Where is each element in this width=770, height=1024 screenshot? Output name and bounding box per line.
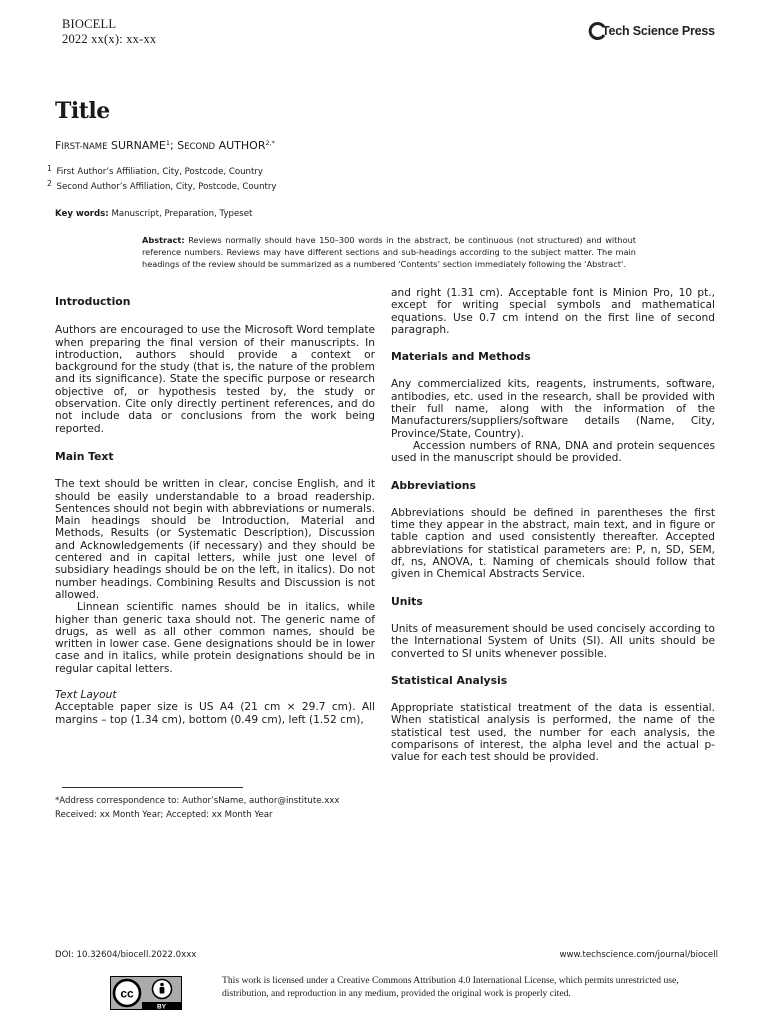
left-column [55,296,375,726]
footnote-rule [62,787,243,788]
section-heading-units: Units [391,594,423,608]
author2-affiliation-mark: 2,* [265,139,275,147]
methods-paragraph-1: Any commercialized kits, reagents, instruments, software, antibodies, etc. used in the research, shall be provided with their full name, along with the information of the Manufacturers/suppliers/software details (Name, City, Province/State, Country). [391,378,715,440]
license-statement: This work is licensed under a Creative Commons Attribution 4.0 International License, which permits unrestricted use, distribution, and reproduction in any medium, provided the original work is properly cited. [222,975,679,999]
cc-by-label: BY [156,1003,167,1010]
journal-header [62,17,156,47]
keywords [55,209,252,219]
text-layout-continued: and right (1.31 cm). Acceptable font is Minion Pro, 10 pt., except for writing special symbols and mathematical equations. Use 0.7 cm intend on the first line of second paragraph. [391,287,715,336]
section-heading-materials-methods: Materials and Methods [391,350,531,364]
received-dates: Received: xx Month Year; Accepted: xx Month Year [55,810,273,820]
units-paragraph: Units of measurement should be used concisely according to the International System of Units (SI). All units should be converted to SI units whenever possible. [391,622,715,660]
svg-text:cc: cc [120,986,134,1001]
main-text-paragraph-1: The text should be written in clear, concise English, and it should be easily understandable to a broad readership. Sentences should not begin with abbreviations or numerals. Main headings should be Introduction, Material and Methods, Results (or Systematic Description), Discussion and Acknowledgements (if necessary) and they should be centered and in capital letters, while just one level of subsidiary headings should be on the left, in italics). Do not number headings. Combining Results and Discussion is not allowed. [55,478,375,601]
author1-surname: SURNAME [111,139,166,152]
author-separator: ; [170,139,178,152]
abstract-label: Abstract: [142,235,185,245]
abbreviations-paragraph: Abbreviations should be defined in parentheses the first time they appear in the abstract, main text, and in figure or table caption and used consistently thereafter. Accepted abbreviations for statistical parameters are: P, n, SD, SEM, df, ns, ANOVA, t. Naming of chemicals should follow that given in Chemical Abstracts Service. [391,506,715,581]
affiliation-1 [47,164,263,177]
journal-volume: 2022 xx(x): xx-xx [62,32,157,46]
author2-surname: AUTHOR [218,139,266,152]
section-heading-statistical-analysis: Statistical Analysis [391,673,508,687]
methods-paragraph-2: Accession numbers of RNA, DNA and protein sequences used in the manuscript should be provided. [391,439,715,465]
abstract [142,234,636,270]
statistical-analysis-paragraph: Appropriate statistical treatment of the data is essential. When statistical analysis is performed, the name of the statistical test used, the number for each analysis, the comparisons of interest, the alpha level and the actual p-value for each test should be provided. [391,702,715,764]
publisher-logo [588,22,715,40]
affiliation-text: Second Author’s Affiliation, City, Postcode, Country [56,182,277,192]
journal-url[interactable]: www.techscience.com/journal/biocell [559,950,718,960]
main-text-paragraph-2: Linnean scientific names should be in italics, while higher than generic taxa should not. The generic name of drugs, as well as all other common names, should be written in lower case. Gene designations should be in lower case and in italics, while protein designations should be in regular capital letters. [55,601,375,675]
author1-first-initial: F [55,139,62,152]
doi[interactable]: DOI: 10.32604/biocell.2022.0xxx [55,950,197,960]
abstract-text: Reviews normally should have 150–300 words in the abstract, be continuous (not structured) and without reference numbers. Reviews may have different sections and sub-headings according to the subject matter. The main headings of the review should be summarized as a numbered ‘Contents’ section immediately following the ‘Abstract’. [142,235,636,269]
author-line [55,139,275,152]
affiliation-2 [47,179,277,192]
introduction-text: Authors are encouraged to use the Microsoft Word template when preparing the final version of their manuscripts. In introduction, authors should provide a context or background for the study (that is, the nature of the problem and its significance). State the specific purpose or research objective of, or hypothesis tested by, the study or observation. Cite only directly pertinent references, and do not include data or conclusions from the work being reported. [55,324,375,435]
author1-affiliation-mark: 1 [165,139,171,147]
subheading-text-layout: Text Layout [55,689,117,702]
affiliation-text: First Author’s Affiliation, City, Postcode, Country [56,167,263,177]
section-heading-introduction: Introduction [55,295,131,308]
author2-first-initial: S [177,139,185,152]
keywords-text: Manuscript, Preparation, Typeset [111,209,253,219]
author1-first-rest: IRST-NAME [61,142,108,152]
author2-first-rest: ECOND [184,142,216,152]
affiliation-number: 1 [47,164,52,173]
publisher-name: Tech Science Press [602,24,715,38]
cc-by-badge-icon[interactable] [110,976,182,1010]
right-column [391,287,715,764]
article-title: Title [55,98,110,124]
section-heading-main-text: Main Text [55,449,114,463]
journal-name: BIOCELL [62,17,117,31]
affiliation-number: 2 [47,179,52,188]
section-heading-abbreviations: Abbreviations [391,478,476,492]
correspondence-note: *Address correspondence to: Author’sName, author@institute.xxx [55,796,340,806]
text-layout-paragraph: Acceptable paper size is US A4 (21 cm × 29.7 cm). All margins – top (1.34 cm), bottom (0.49 cm), left (1.52 cm), [55,701,375,726]
keywords-label: Key words: [55,209,109,219]
